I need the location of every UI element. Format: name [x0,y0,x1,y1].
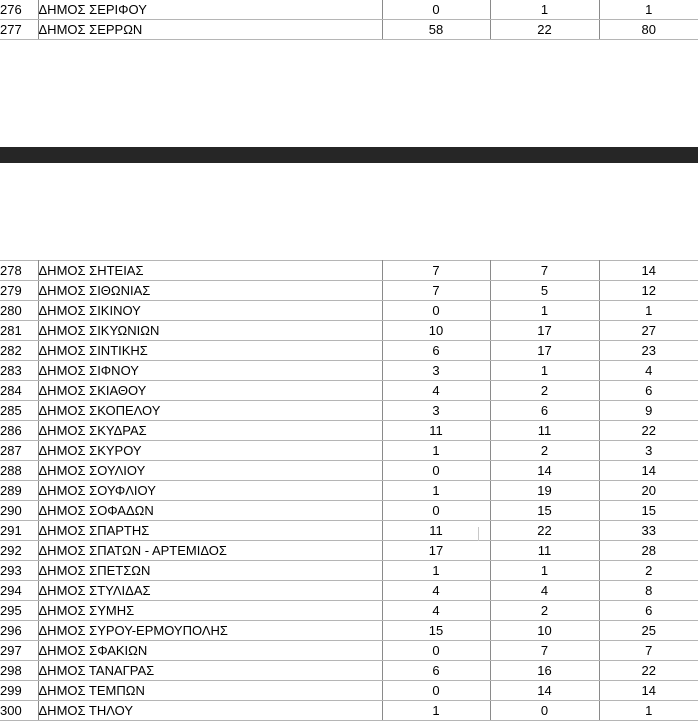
value-total: 6 [599,381,698,401]
value-a: 7 [382,281,490,301]
row-number: 278 [0,261,38,281]
value-a: 1 [382,701,490,721]
municipality-name: ΔΗΜΟΣ ΣΟΦΑΔΩΝ [38,501,382,521]
municipality-name: ΔΗΜΟΣ ΣΕΡΡΩΝ [38,20,382,40]
row-number: 296 [0,621,38,641]
value-a: 6 [382,341,490,361]
row-number: 292 [0,541,38,561]
table-row [0,0,698,20]
municipality-name: ΔΗΜΟΣ ΣΤΥΛΙΔΑΣ [38,581,382,601]
row-number: 287 [0,441,38,461]
municipality-name: ΔΗΜΟΣ ΣΟΥΛΙΟΥ [38,461,382,481]
value-total: 8 [599,581,698,601]
row-number: 276 [0,0,38,20]
municipality-name: ΔΗΜΟΣ ΣΠΑΡΤΗΣ [38,521,382,541]
municipality-table-bottom [0,260,698,721]
row-number: 294 [0,581,38,601]
value-b: 17 [490,341,599,361]
municipality-name: ΔΗΜΟΣ ΣΚΥΔΡΑΣ [38,421,382,441]
value-b: 6 [490,401,599,421]
municipality-name: ΔΗΜΟΣ ΣΙΚΙΝΟΥ [38,301,382,321]
value-b: 22 [490,521,599,541]
table-row [0,501,698,521]
value-a: 11 [382,521,490,541]
value-b: 1 [490,361,599,381]
value-a: 4 [382,581,490,601]
municipality-name: ΔΗΜΟΣ ΣΗΤΕΙΑΣ [38,261,382,281]
value-total: 80 [599,20,698,40]
value-a: 0 [382,301,490,321]
municipality-name: ΔΗΜΟΣ ΣΥΡΟΥ-ΕΡΜΟΥΠΟΛΗΣ [38,621,382,641]
value-total: 14 [599,261,698,281]
page-break-band [0,147,698,163]
value-total: 12 [599,281,698,301]
value-a: 0 [382,681,490,701]
municipality-name: ΔΗΜΟΣ ΣΙΝΤΙΚΗΣ [38,341,382,361]
value-a: 3 [382,401,490,421]
row-number: 298 [0,661,38,681]
value-b: 7 [490,641,599,661]
value-b: 5 [490,281,599,301]
value-a: 17 [382,541,490,561]
value-total: 20 [599,481,698,501]
table-row [0,681,698,701]
value-a: 4 [382,381,490,401]
row-number: 291 [0,521,38,541]
table-row [0,521,698,541]
value-b: 16 [490,661,599,681]
value-a: 0 [382,501,490,521]
value-b: 0 [490,701,599,721]
value-a: 1 [382,441,490,461]
value-total: 1 [599,0,698,20]
value-b: 17 [490,321,599,341]
value-total: 7 [599,641,698,661]
value-b: 1 [490,301,599,321]
value-total: 1 [599,301,698,321]
table-row [0,601,698,621]
row-number: 280 [0,301,38,321]
row-number: 285 [0,401,38,421]
municipality-name: ΔΗΜΟΣ ΣΠΑΤΩΝ - ΑΡΤΕΜΙΔΟΣ [38,541,382,561]
table-row [0,401,698,421]
municipality-table-top [0,0,698,40]
municipality-name: ΔΗΜΟΣ ΣΦΑΚΙΩΝ [38,641,382,661]
row-number: 279 [0,281,38,301]
municipality-name: ΔΗΜΟΣ ΣΙΘΩΝΙΑΣ [38,281,382,301]
row-number: 283 [0,361,38,381]
value-total: 22 [599,421,698,441]
table-row [0,461,698,481]
row-number: 297 [0,641,38,661]
municipality-name: ΔΗΜΟΣ ΣΕΡΙΦΟΥ [38,0,382,20]
value-b: 11 [490,421,599,441]
value-a: 6 [382,661,490,681]
table-row [0,621,698,641]
municipality-name: ΔΗΜΟΣ ΣΟΥΦΛΙΟΥ [38,481,382,501]
row-number: 284 [0,381,38,401]
table-row [0,361,698,381]
municipality-name: ΔΗΜΟΣ ΣΚΙΑΘΟΥ [38,381,382,401]
value-a: 58 [382,20,490,40]
value-total: 28 [599,541,698,561]
value-a: 15 [382,621,490,641]
municipality-name: ΔΗΜΟΣ ΣΚΥΡΟΥ [38,441,382,461]
value-a: 7 [382,261,490,281]
value-a: 1 [382,561,490,581]
value-b: 7 [490,261,599,281]
row-number: 290 [0,501,38,521]
table-row [0,441,698,461]
value-a: 0 [382,0,490,20]
value-total: 23 [599,341,698,361]
value-b: 19 [490,481,599,501]
table-row [0,381,698,401]
row-number: 277 [0,20,38,40]
value-total: 27 [599,321,698,341]
table-row [0,481,698,501]
row-number: 282 [0,341,38,361]
table-row [0,701,698,721]
value-b: 4 [490,581,599,601]
value-total: 33 [599,521,698,541]
table-row [0,581,698,601]
row-number: 295 [0,601,38,621]
value-b: 15 [490,501,599,521]
value-total: 22 [599,661,698,681]
value-total: 1 [599,701,698,721]
value-b: 11 [490,541,599,561]
value-a: 4 [382,601,490,621]
row-number: 281 [0,321,38,341]
municipality-name: ΔΗΜΟΣ ΣΙΦΝΟΥ [38,361,382,381]
text-cursor-icon [476,527,482,541]
value-b: 22 [490,20,599,40]
table-row [0,561,698,581]
table-row [0,661,698,681]
row-number: 289 [0,481,38,501]
table-row [0,281,698,301]
municipality-name: ΔΗΜΟΣ ΣΠΕΤΣΩΝ [38,561,382,581]
value-total: 14 [599,461,698,481]
value-total: 15 [599,501,698,521]
value-total: 6 [599,601,698,621]
table-row [0,421,698,441]
value-a: 1 [382,481,490,501]
municipality-name: ΔΗΜΟΣ ΣΚΟΠΕΛΟΥ [38,401,382,421]
table-row [0,541,698,561]
value-total: 4 [599,361,698,381]
value-b: 10 [490,621,599,641]
municipality-name: ΔΗΜΟΣ ΤΑΝΑΓΡΑΣ [38,661,382,681]
value-b: 2 [490,381,599,401]
value-a: 0 [382,641,490,661]
value-b: 14 [490,681,599,701]
row-number: 293 [0,561,38,581]
municipality-name: ΔΗΜΟΣ ΤΕΜΠΩΝ [38,681,382,701]
table-row [0,20,698,40]
table-row [0,641,698,661]
value-b: 14 [490,461,599,481]
value-total: 3 [599,441,698,461]
value-a: 0 [382,461,490,481]
row-number: 286 [0,421,38,441]
row-number: 299 [0,681,38,701]
value-total: 2 [599,561,698,581]
value-a: 3 [382,361,490,381]
value-a: 11 [382,421,490,441]
row-number: 300 [0,701,38,721]
value-total: 14 [599,681,698,701]
table-row [0,341,698,361]
value-b: 1 [490,0,599,20]
value-a: 10 [382,321,490,341]
municipality-name: ΔΗΜΟΣ ΣΥΜΗΣ [38,601,382,621]
municipality-name: ΔΗΜΟΣ ΣΙΚΥΩΝΙΩΝ [38,321,382,341]
value-total: 25 [599,621,698,641]
table-row [0,321,698,341]
table-row [0,261,698,281]
value-b: 1 [490,561,599,581]
table-row [0,301,698,321]
value-b: 2 [490,441,599,461]
value-b: 2 [490,601,599,621]
value-total: 9 [599,401,698,421]
row-number: 288 [0,461,38,481]
municipality-name: ΔΗΜΟΣ ΤΗΛΟΥ [38,701,382,721]
